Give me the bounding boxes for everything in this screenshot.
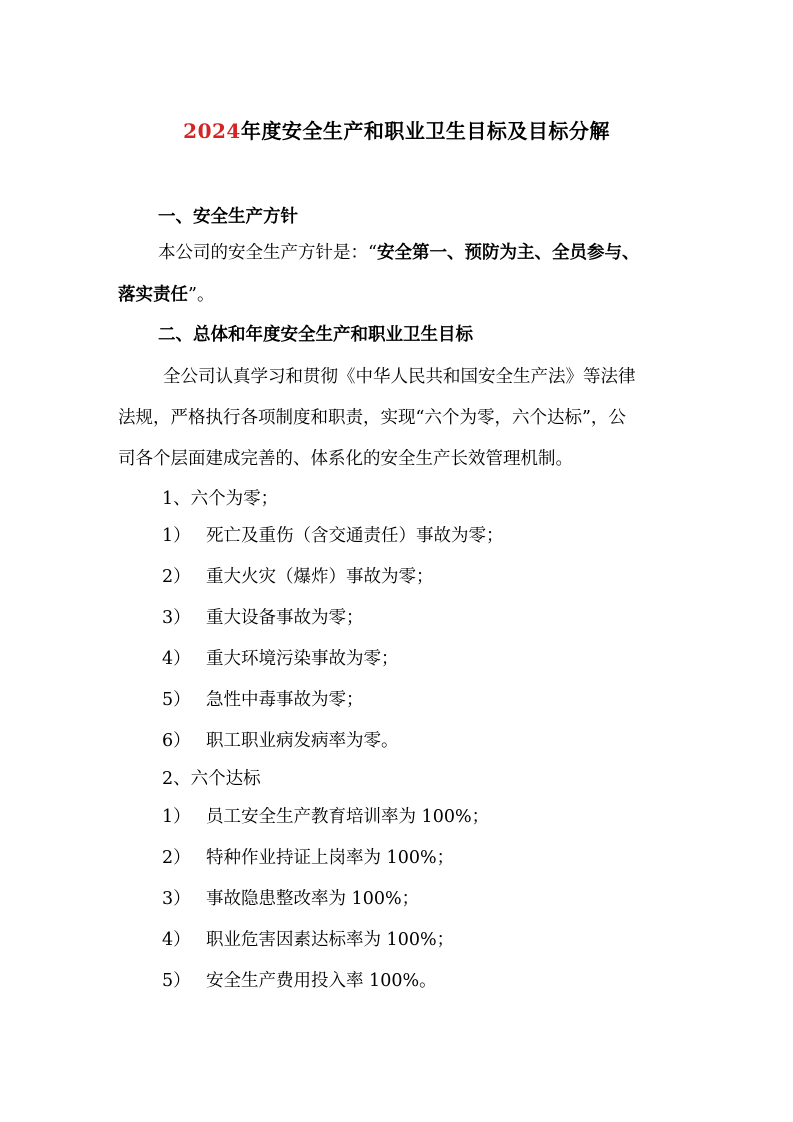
list-item-text: 安全生产费用投入率 100%。	[206, 971, 437, 991]
list-item	[162, 646, 399, 672]
six-standards-heading: 2、六个达标	[162, 769, 261, 789]
list-item-number: 4）	[162, 930, 191, 950]
list-item-number: 2）	[162, 567, 191, 587]
list-item-number: 1）	[162, 807, 191, 827]
policy-prefix: 本公司的安全生产方针是：“	[158, 243, 377, 263]
list-item-number: 3）	[162, 889, 191, 909]
section2-paragraph-line3: 司各个层面建成完善的、体系化的安全生产长效管理机制。	[118, 449, 573, 469]
list-item	[162, 804, 489, 830]
list-item-number: 6）	[162, 731, 191, 751]
document-title	[0, 116, 793, 146]
list-item	[162, 605, 364, 631]
list-item-number: 5）	[162, 971, 191, 991]
list-item	[162, 728, 399, 754]
list-item-text: 员工安全生产教育培训率为 100%；	[206, 807, 490, 827]
section2-heading: 二、总体和年度安全生产和职业卫生目标	[158, 325, 473, 345]
policy-suffix: ”。	[188, 285, 215, 305]
list-item-text: 死亡及重伤（含交通责任）事故为零；	[206, 526, 504, 546]
list-item-text: 事故隐患整改率为 100%；	[206, 889, 420, 909]
list-item-number: 2）	[162, 848, 191, 868]
list-item	[162, 687, 364, 713]
list-item-number: 1）	[162, 526, 191, 546]
policy-text-part1: 安全第一、预防为主、全员参与、	[376, 243, 640, 263]
list-item-number: 4）	[162, 649, 191, 669]
six-zero-heading: 1、六个为零；	[162, 489, 279, 509]
list-item-text: 重大设备事故为零；	[206, 608, 364, 628]
title-text: 年度安全生产和职业卫生目标及目标分解	[240, 119, 610, 143]
policy-text-part2: 落实责任	[118, 285, 188, 305]
list-item	[162, 968, 437, 994]
list-item-text: 重大环境污染事故为零；	[206, 649, 399, 669]
list-item-text: 特种作业持证上岗率为 100%；	[206, 848, 455, 868]
list-item-text: 职业危害因素达标率为 100%；	[206, 930, 455, 950]
list-item-text: 职工职业病发病率为零。	[206, 731, 399, 751]
section2-paragraph-line2: 法规，严格执行各项制度和职责，实现“六个为零，六个达标”，公	[118, 408, 626, 428]
list-item-text: 重大火灾（爆炸）事故为零；	[206, 567, 434, 587]
list-item	[162, 523, 504, 549]
title-year: 2024	[183, 119, 241, 143]
list-item	[162, 886, 419, 912]
list-item	[162, 564, 434, 590]
list-item-number: 5）	[162, 690, 191, 710]
section2-paragraph-line1: 全公司认真学习和贯彻《中华人民共和国安全生产法》等法律	[163, 367, 636, 387]
section1-heading: 一、安全生产方针	[158, 207, 298, 227]
section1-paragraph-line1	[158, 240, 639, 266]
list-item-number: 3）	[162, 608, 191, 628]
list-item	[162, 845, 454, 871]
list-item-text: 急性中毒事故为零；	[206, 690, 364, 710]
section1-paragraph-line2	[118, 282, 214, 308]
list-item	[162, 927, 454, 953]
